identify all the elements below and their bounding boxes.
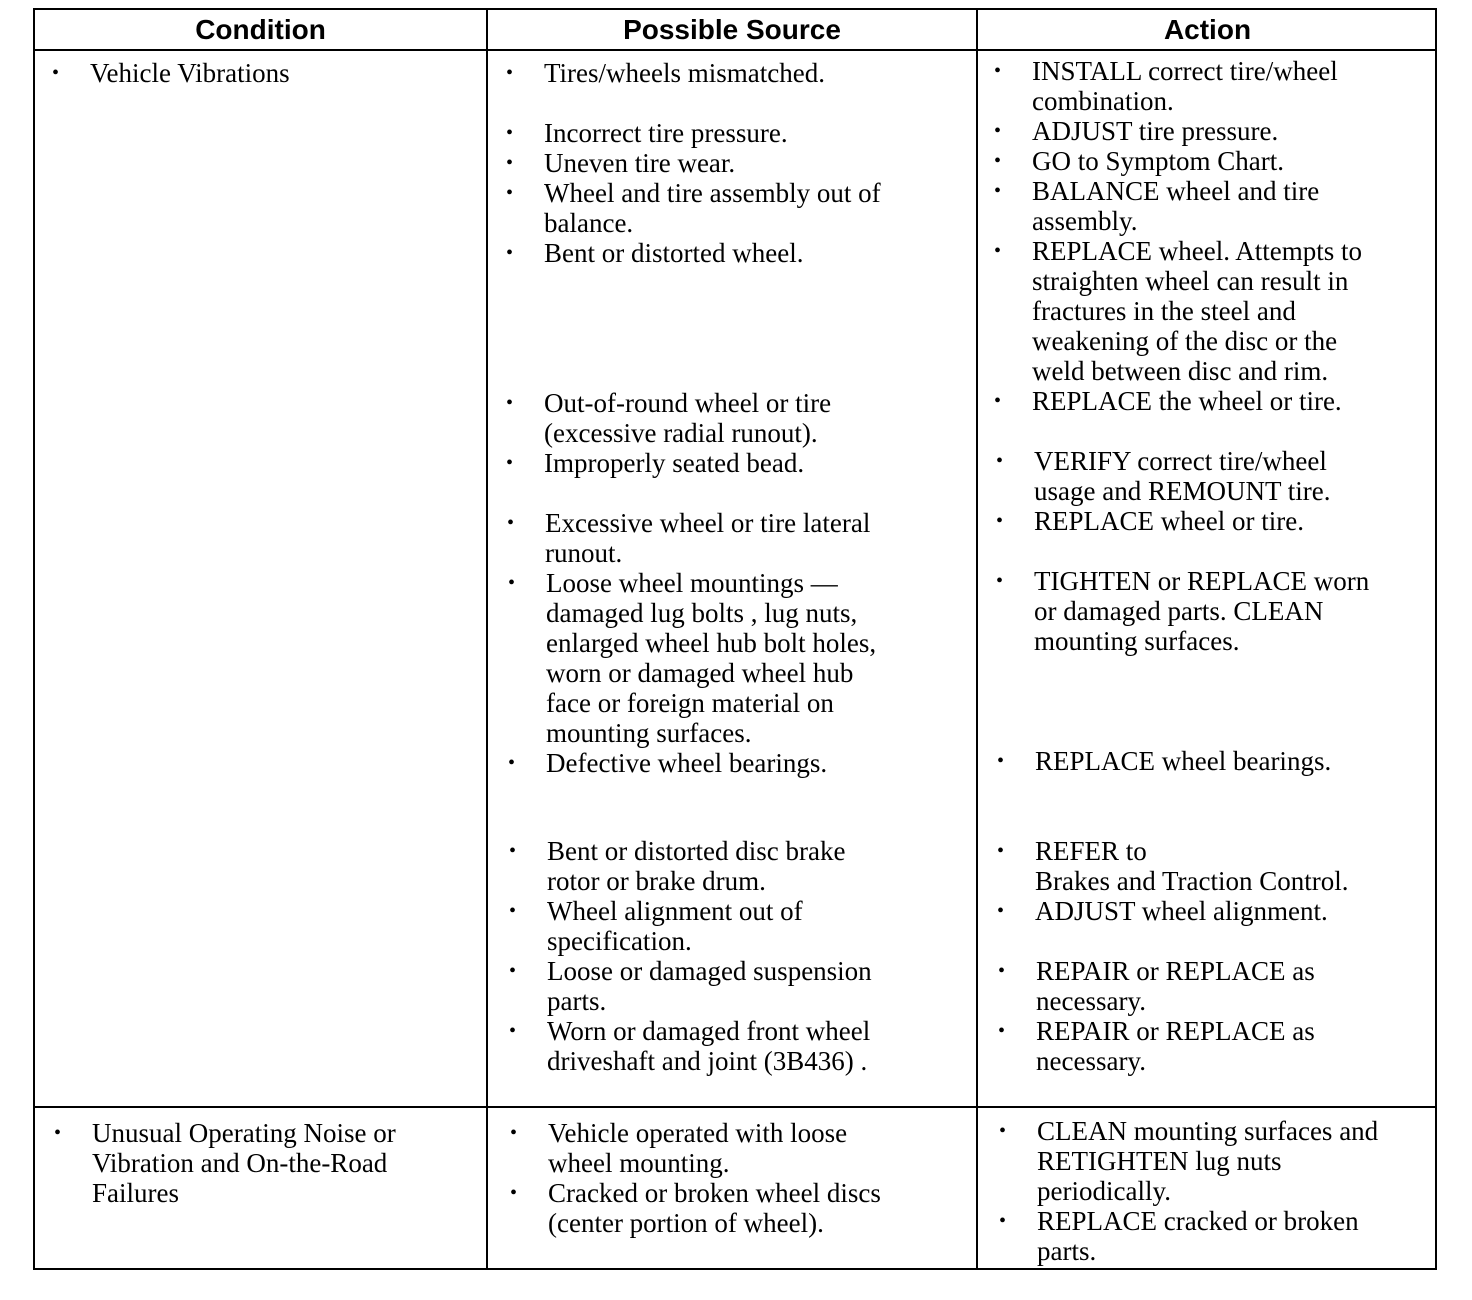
bullet-icon: • <box>996 510 1004 532</box>
action-item <box>998 1016 1315 1076</box>
source-item-text: Out-of-round wheel or tire <box>544 388 832 418</box>
source-item-text: Loose or damaged suspension <box>547 956 872 986</box>
condition-cell-text: Failures <box>92 1178 179 1208</box>
source-item-text: Defective wheel bearings. <box>546 748 828 778</box>
action-item-text: REPLACE cracked or broken <box>1037 1206 1359 1236</box>
bullet-icon: • <box>507 512 515 534</box>
bullet-icon: • <box>997 750 1005 772</box>
bullet-icon: • <box>997 900 1005 922</box>
source-item-text: Wheel and tire assembly out of <box>544 178 881 208</box>
action-item <box>994 386 1342 416</box>
bullet-icon: • <box>994 180 1002 202</box>
action-item <box>997 836 1349 896</box>
source-item <box>509 956 872 1016</box>
action-item <box>997 746 1332 776</box>
bullet-icon: • <box>506 62 514 84</box>
source-item-text: parts. <box>547 986 607 1016</box>
action-item <box>994 116 1279 146</box>
action-item-text: RETIGHTEN lug nuts <box>1037 1146 1282 1176</box>
source-item-text: enlarged wheel hub bolt holes, <box>546 628 877 658</box>
source-item-text: Cracked or broken wheel discs <box>548 1178 881 1208</box>
source-item <box>506 148 736 178</box>
bullet-icon: • <box>996 570 1004 592</box>
bullet-icon: • <box>506 452 514 474</box>
source-item-text: mounting surfaces. <box>546 718 752 748</box>
action-item-text: mounting surfaces. <box>1034 626 1240 656</box>
condition-cell-text: Vehicle Vibrations <box>90 58 290 88</box>
action-item-text: ADJUST wheel alignment. <box>1035 896 1328 926</box>
source-item <box>509 896 803 956</box>
action-item-text: combination. <box>1032 86 1174 116</box>
source-item-text: Loose wheel mountings — <box>546 568 838 598</box>
source-item-text: (center portion of wheel). <box>548 1208 824 1238</box>
bullet-icon: • <box>506 242 514 264</box>
bullet-icon: • <box>508 752 516 774</box>
source-item <box>510 1178 881 1238</box>
condition-cell-text: Vibration and On-the-Road <box>92 1148 388 1178</box>
bullet-icon: • <box>509 1020 517 1042</box>
bullet-icon: • <box>999 1120 1007 1142</box>
symptom-table <box>33 8 1437 1270</box>
action-item <box>997 896 1328 926</box>
source-item-text: Vehicle operated with loose <box>548 1118 848 1148</box>
action-item <box>999 1116 1379 1206</box>
bullet-icon: • <box>510 1122 518 1144</box>
column-divider <box>976 10 978 1268</box>
source-item <box>506 448 805 478</box>
bullet-icon: • <box>998 1020 1006 1042</box>
source-item-text: damaged lug bolts , lug nuts, <box>546 598 858 628</box>
action-item <box>999 1206 1359 1266</box>
source-item <box>508 748 828 778</box>
action-item-text: REFER to <box>1035 836 1147 866</box>
bullet-icon: • <box>998 960 1006 982</box>
bullet-icon: • <box>997 840 1005 862</box>
action-item-text: REPLACE wheel bearings. <box>1035 746 1332 776</box>
source-item-text: Excessive wheel or tire lateral <box>545 508 871 538</box>
header-condition: Condition <box>195 14 326 45</box>
action-item-text: assembly. <box>1032 206 1138 236</box>
action-item-text: REPAIR or REPLACE as <box>1036 1016 1315 1046</box>
action-item-text: parts. <box>1037 1236 1097 1266</box>
source-item <box>506 118 788 148</box>
bullet-icon: • <box>996 450 1004 472</box>
bullet-icon: • <box>54 1122 62 1144</box>
source-item <box>506 178 881 238</box>
action-item-text: REPAIR or REPLACE as <box>1036 956 1315 986</box>
source-item <box>508 568 877 748</box>
bullet-icon: • <box>994 120 1002 142</box>
action-item <box>994 146 1285 176</box>
bullet-icon: • <box>994 390 1002 412</box>
column-divider <box>486 10 488 1268</box>
source-item-text: Bent or distorted disc brake <box>547 836 846 866</box>
action-item-text: ADJUST tire pressure. <box>1032 116 1279 146</box>
source-item-text: Tires/wheels mismatched. <box>544 58 825 88</box>
source-item-text: specification. <box>547 926 692 956</box>
action-item-text: Brakes and Traction Control. <box>1035 866 1349 896</box>
action-item-text: CLEAN mounting surfaces and <box>1037 1116 1379 1146</box>
source-item-text: Improperly seated bead. <box>544 448 805 478</box>
bullet-icon: • <box>506 152 514 174</box>
action-item-text: REPLACE the wheel or tire. <box>1032 386 1342 416</box>
bullet-icon: • <box>999 1210 1007 1232</box>
condition-cell <box>54 1118 396 1208</box>
source-item <box>510 1118 848 1178</box>
source-item-text: worn or damaged wheel hub <box>546 658 854 688</box>
action-item-text: weld between disc and rim. <box>1032 356 1329 386</box>
action-item-text: INSTALL correct tire/wheel <box>1032 56 1338 86</box>
action-item-text: weakening of the disc or the <box>1032 326 1338 356</box>
source-item-text: Worn or damaged front wheel <box>547 1016 871 1046</box>
source-item <box>506 238 804 268</box>
action-item-text: or damaged parts. CLEAN <box>1034 596 1324 626</box>
bullet-icon: • <box>506 392 514 414</box>
source-item <box>506 58 825 88</box>
bullet-icon: • <box>994 240 1002 262</box>
source-item-text: Incorrect tire pressure. <box>544 118 788 148</box>
action-item-text: periodically. <box>1037 1176 1171 1206</box>
action-item <box>994 236 1362 386</box>
action-item <box>998 956 1315 1016</box>
bullet-icon: • <box>509 840 517 862</box>
bullet-icon: • <box>506 182 514 204</box>
source-item-text: Wheel alignment out of <box>547 896 803 926</box>
action-item-text: TIGHTEN or REPLACE worn <box>1034 566 1370 596</box>
action-item-text: straighten wheel can result in <box>1032 266 1349 296</box>
source-item-text: Bent or distorted wheel. <box>544 238 804 268</box>
action-item <box>994 56 1338 116</box>
action-item-text: necessary. <box>1036 986 1146 1016</box>
action-item-text: REPLACE wheel or tire. <box>1034 506 1304 536</box>
bullet-icon: • <box>508 572 516 594</box>
row-divider <box>35 1106 1435 1108</box>
source-item-text: driveshaft and joint (3B436) . <box>547 1046 868 1076</box>
source-item-text: balance. <box>544 208 634 238</box>
action-item-text: GO to Symptom Chart. <box>1032 146 1285 176</box>
source-item <box>509 836 846 896</box>
action-item-text: BALANCE wheel and tire <box>1032 176 1320 206</box>
action-item <box>994 176 1320 236</box>
source-item <box>507 508 871 568</box>
action-item-text: VERIFY correct tire/wheel <box>1034 446 1327 476</box>
source-item-text: runout. <box>545 538 623 568</box>
action-item-text: fractures in the steel and <box>1032 296 1296 326</box>
condition-cell-text: Unusual Operating Noise or <box>92 1118 396 1148</box>
source-item-text: Uneven tire wear. <box>544 148 736 178</box>
bullet-icon: • <box>510 1182 518 1204</box>
action-item-text: usage and REMOUNT tire. <box>1034 476 1331 506</box>
action-item-text: REPLACE wheel. Attempts to <box>1032 236 1362 266</box>
header-possible-source: Possible Source <box>623 14 841 45</box>
source-item <box>509 1016 871 1076</box>
source-item-text: (excessive radial runout). <box>544 418 818 448</box>
bullet-icon: • <box>509 960 517 982</box>
condition-cell <box>52 58 290 88</box>
action-item <box>996 446 1331 506</box>
bullet-icon: • <box>506 122 514 144</box>
source-item <box>506 388 832 448</box>
bullet-icon: • <box>509 900 517 922</box>
action-item <box>996 566 1370 656</box>
bullet-icon: • <box>52 62 60 84</box>
bullet-icon: • <box>994 150 1002 172</box>
action-item <box>996 506 1304 536</box>
source-item-text: face or foreign material on <box>546 688 834 718</box>
source-item-text: rotor or brake drum. <box>547 866 766 896</box>
header-action: Action <box>1163 14 1252 45</box>
source-item-text: wheel mounting. <box>548 1148 730 1178</box>
action-item-text: necessary. <box>1036 1046 1146 1076</box>
bullet-icon: • <box>994 60 1002 82</box>
